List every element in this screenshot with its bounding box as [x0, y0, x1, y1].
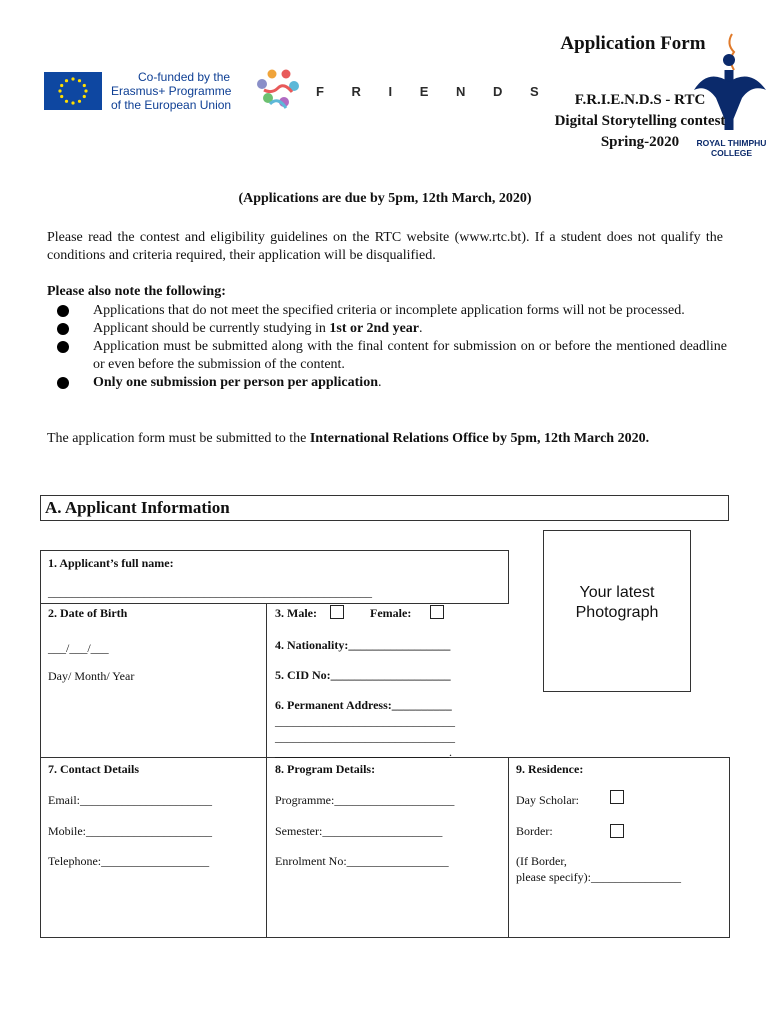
border-label: Border:: [516, 824, 553, 838]
eu-text-line: Erasmus+ Programme: [111, 84, 232, 98]
guidelines-paragraph: Please read the contest and eligibility guidelines on the RTC website (www.rtc.bt). If a student does not qualify the conditions and criteria required, their application will be disqualified.: [47, 230, 723, 263]
bullet-icon: [57, 305, 69, 317]
rtc-name-line: ROYAL THIMPHU: [696, 138, 767, 148]
female-checkbox[interactable]: [430, 605, 444, 619]
contest-line: Spring-2020: [600, 134, 680, 150]
section-a-header: [40, 495, 729, 521]
female-label: Female:: [370, 606, 412, 620]
programme-field[interactable]: Programme:____________________: [275, 793, 455, 807]
bullet-icon: [57, 341, 69, 353]
notes-list: [47, 302, 727, 392]
contest-line: Digital Storytelling contest: [554, 113, 726, 129]
telephone-field[interactable]: Telephone:__________________: [48, 854, 210, 868]
eu-cofunded-text: [111, 70, 231, 112]
list-item: [47, 320, 727, 338]
eu-text-line: Co-funded by the: [138, 70, 231, 84]
note-text: Application must be submitted along with the final content for submission on or before the mentioned deadline or even before the submission of the content.: [93, 339, 727, 372]
note-text: .: [419, 321, 423, 336]
border-checkbox[interactable]: [610, 824, 624, 838]
friends-logo-icon: [250, 68, 306, 114]
border-specify-hint: (If Border,: [516, 854, 567, 868]
dob-field[interactable]: ___/___/___: [48, 641, 109, 655]
contest-line: F.R.I.E.N.D.S - RTC: [574, 92, 706, 108]
contest-heading: [520, 90, 760, 153]
list-item: [47, 374, 727, 392]
table-border: [729, 757, 730, 938]
contact-heading: 7. Contact Details: [48, 762, 139, 776]
submission-text: The application form must be submitted to the: [47, 431, 310, 446]
table-border: [508, 550, 509, 604]
section-a-title: A. Applicant Information: [45, 498, 230, 517]
note-text: Applicant should be currently studying in: [93, 321, 330, 336]
submission-emphasis: International Relations Office by 5pm, 12th March 2020.: [309, 431, 650, 446]
dob-format-hint: Day/ Month/ Year: [48, 669, 135, 683]
rtc-name-line: COLLEGE: [710, 148, 753, 158]
full-name-field[interactable]: ______________________________________________________: [48, 585, 372, 599]
submission-paragraph: [47, 430, 723, 448]
table-border: [40, 937, 730, 938]
table-border: [40, 550, 509, 551]
day-scholar-checkbox[interactable]: [610, 790, 624, 804]
address-line[interactable]: ______________________________: [275, 730, 455, 744]
list-item: [47, 338, 727, 374]
email-field[interactable]: Email:______________________: [48, 793, 212, 807]
address-line[interactable]: ______________________________: [275, 714, 455, 728]
dob-label: 2. Date of Birth: [48, 606, 128, 620]
note-emphasis: Only one submission per person per application: [93, 375, 378, 390]
table-border: [508, 757, 509, 938]
residence-heading: 9. Residence:: [516, 762, 584, 776]
photo-box[interactable]: [543, 530, 691, 692]
border-specify-field[interactable]: please specify):_______________: [516, 870, 681, 884]
note-emphasis: 1st or 2nd year: [329, 321, 419, 336]
mobile-field[interactable]: Mobile:_____________________: [48, 824, 212, 838]
cid-field[interactable]: 5. CID No:____________________: [275, 668, 451, 682]
photo-text-line: Photograph: [575, 604, 659, 621]
table-border: [40, 603, 509, 604]
note-text: Applications that do not meet the specified criteria or incomplete application forms will not be processed.: [93, 303, 685, 318]
list-item: [47, 302, 727, 320]
due-date-notice: (Applications are due by 5pm, 12th March, 2020): [238, 191, 532, 206]
semester-field[interactable]: Semester:____________________: [275, 824, 443, 838]
male-label: 3. Male:: [275, 606, 317, 620]
program-heading: 8. Program Details:: [275, 762, 376, 776]
note-text: .: [377, 375, 382, 390]
full-name-label: 1. Applicant’s full name:: [48, 556, 174, 570]
photo-placeholder-text: [544, 583, 690, 623]
bullet-icon: [57, 377, 69, 389]
day-scholar-label: Day Scholar:: [516, 793, 579, 807]
address-field[interactable]: 6. Permanent Address:__________: [275, 698, 452, 712]
photo-text-line: Your latest: [579, 584, 655, 601]
table-border: [40, 550, 41, 938]
nationality-field[interactable]: 4. Nationality:_________________: [275, 638, 451, 652]
table-border: [266, 603, 267, 938]
form-title: Application Form: [560, 33, 706, 54]
eu-flag-icon: [44, 72, 102, 110]
bullet-icon: [57, 323, 69, 335]
male-checkbox[interactable]: [330, 605, 344, 619]
friends-logo-text: F R I E N D S: [316, 84, 551, 99]
eu-text-line: of the European Union: [111, 98, 232, 112]
notes-heading: Please also note the following:: [47, 284, 226, 299]
enrolment-field[interactable]: Enrolment No:_________________: [275, 854, 449, 868]
address-line[interactable]: _____________________________.: [275, 745, 452, 759]
